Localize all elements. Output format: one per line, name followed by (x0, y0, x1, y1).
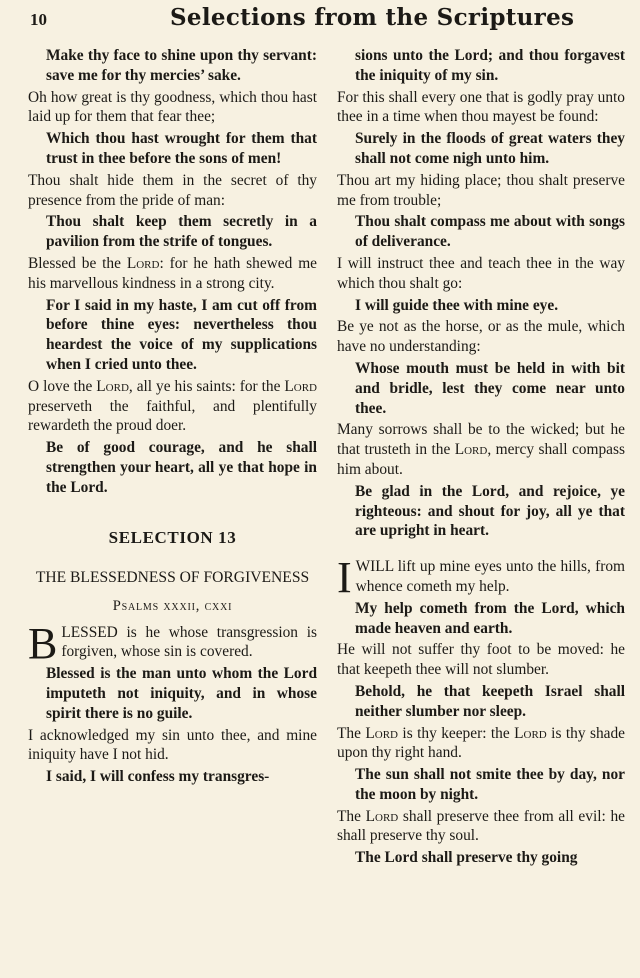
drop-cap: B (28, 618, 58, 668)
verse-text: preserveth the faithful, and plentifully rewardeth the proud doer. (28, 397, 317, 435)
verse-text: : for he hath shewed me his marvellous kindness in a strong city. (28, 254, 317, 292)
divine-name: Lord (126, 254, 160, 272)
left-column (28, 46, 317, 789)
verse-response: Which thou hast wrought for them that trust in thee before the sons of men! (46, 130, 317, 167)
verse (337, 553, 625, 603)
verse-response: Whose mouth must be held in with bit and bridle, lest they come near unto thee. (355, 359, 625, 417)
verse-response: Be of good courage, and he shall strengthen your heart, all ye that hope in the Lord. (46, 439, 317, 496)
verse-text: WILL lift up mine eyes unto the hills, from whence cometh my help. (355, 558, 625, 595)
verse-text: , mercy shall compass him about. (337, 441, 625, 478)
psalm-break (337, 543, 625, 557)
verse-response: Thou shalt compass me about with songs of deliverance. (355, 213, 625, 251)
verse: For this shall every one that is godly pray unto thee in a time when thou mayest be found: (337, 88, 625, 126)
verse (337, 420, 625, 479)
verse-response: sions unto the Lord; and thou forgavest the iniquity of my sin. (355, 47, 625, 84)
verse: Oh how great is thy goodness, which thou hast laid up for them that fear thee; (28, 88, 317, 126)
running-title: Selections from the Scriptures (170, 4, 575, 31)
divine-name: Lord (96, 377, 129, 395)
verse-text: is thy shade upon thy right hand. (337, 724, 625, 762)
verse-text: shall preserve thee from all evil: he shall preserve thy soul. (337, 807, 625, 845)
verse-text: Many sorrows shall be to the wicked; but he that trusteth in the (337, 421, 625, 459)
verse-text: is thy keeper: the (398, 724, 515, 742)
verse: He will not suffer thy foot to be moved: he that keepeth thee will not slumber. (337, 641, 625, 679)
verse-response: Make thy face to shine upon thy servant: save me for thy mercies’ sake. (46, 47, 317, 84)
verse (337, 724, 625, 764)
verse-text: , all ye his saints: for the (128, 377, 285, 395)
verse (28, 377, 317, 436)
divine-name: Lord (365, 807, 399, 825)
verse-response: The Lord shall preserve thy going (355, 849, 578, 867)
divine-name: Lord (514, 724, 547, 742)
verse-response: My help cometh from the Lord, which made heaven and earth. (355, 599, 625, 637)
verse-response: I will guide thee with mine eye. (355, 296, 559, 314)
verse (28, 618, 317, 668)
verse: I will instruct thee and teach thee in the way which thou shalt go: (337, 254, 625, 292)
verse-response: Surely in the floods of great waters they shall not come nigh unto him. (355, 130, 625, 167)
verse-text: Blessed be the (28, 254, 127, 272)
verse-text: LESSED is he whose transgression is forgiven, whose sin is covered. (61, 623, 317, 661)
page-number: 10 (30, 10, 47, 29)
right-column (337, 46, 625, 870)
divine-name: Lord (284, 377, 317, 395)
verse-response: Behold, he that keepeth Israel shall neither slumber nor sleep. (355, 682, 625, 720)
divine-name: Lord (365, 724, 398, 742)
verse: Thou art my hiding place; thou shalt preserve me from trouble; (337, 171, 625, 209)
verse (337, 807, 625, 847)
selection-title: SELECTION 13 (108, 527, 237, 547)
verse-response: The sun shall not smite thee by day, nor the moon by night. (355, 766, 625, 803)
verse: I acknowledged my sin unto thee, and mine iniquity have I not hid. (28, 726, 317, 764)
verse-response: Thou shalt keep them secretly in a pavilion from the strife of tongues. (46, 213, 317, 251)
divine-name: Lord (454, 441, 488, 459)
verse-response: For I said in my haste, I am cut off from before thine eyes: nevertheless thou heardest the voice of my supplications when I cried unto thee. (46, 296, 317, 373)
verse: Be ye not as the horse, or as the mule, which have no understanding: (337, 318, 625, 356)
verse-text: The (337, 807, 366, 825)
selection-subtitle: THE BLESSEDNESS OF FORGIVENESS (35, 568, 310, 586)
verse: Thou shalt hide them in the secret of thy presence from the pride of man: (28, 171, 317, 209)
drop-cap: I (337, 553, 352, 603)
scripture-reference: Psalms xxxii, cxxi (112, 597, 233, 614)
verse-response: I said, I will confess my transgres- (46, 768, 270, 786)
verse (28, 254, 317, 294)
verse-response: Blessed is the man unto whom the Lord imputeth not iniquity, and in whose spirit there is no guile. (46, 665, 317, 722)
verse-text: O love the (28, 377, 97, 395)
verse-response: Be glad in the Lord, and rejoice, ye righteous: and shout for joy, all ye that are upright in heart. (355, 482, 625, 540)
verse-text: The (337, 724, 366, 742)
